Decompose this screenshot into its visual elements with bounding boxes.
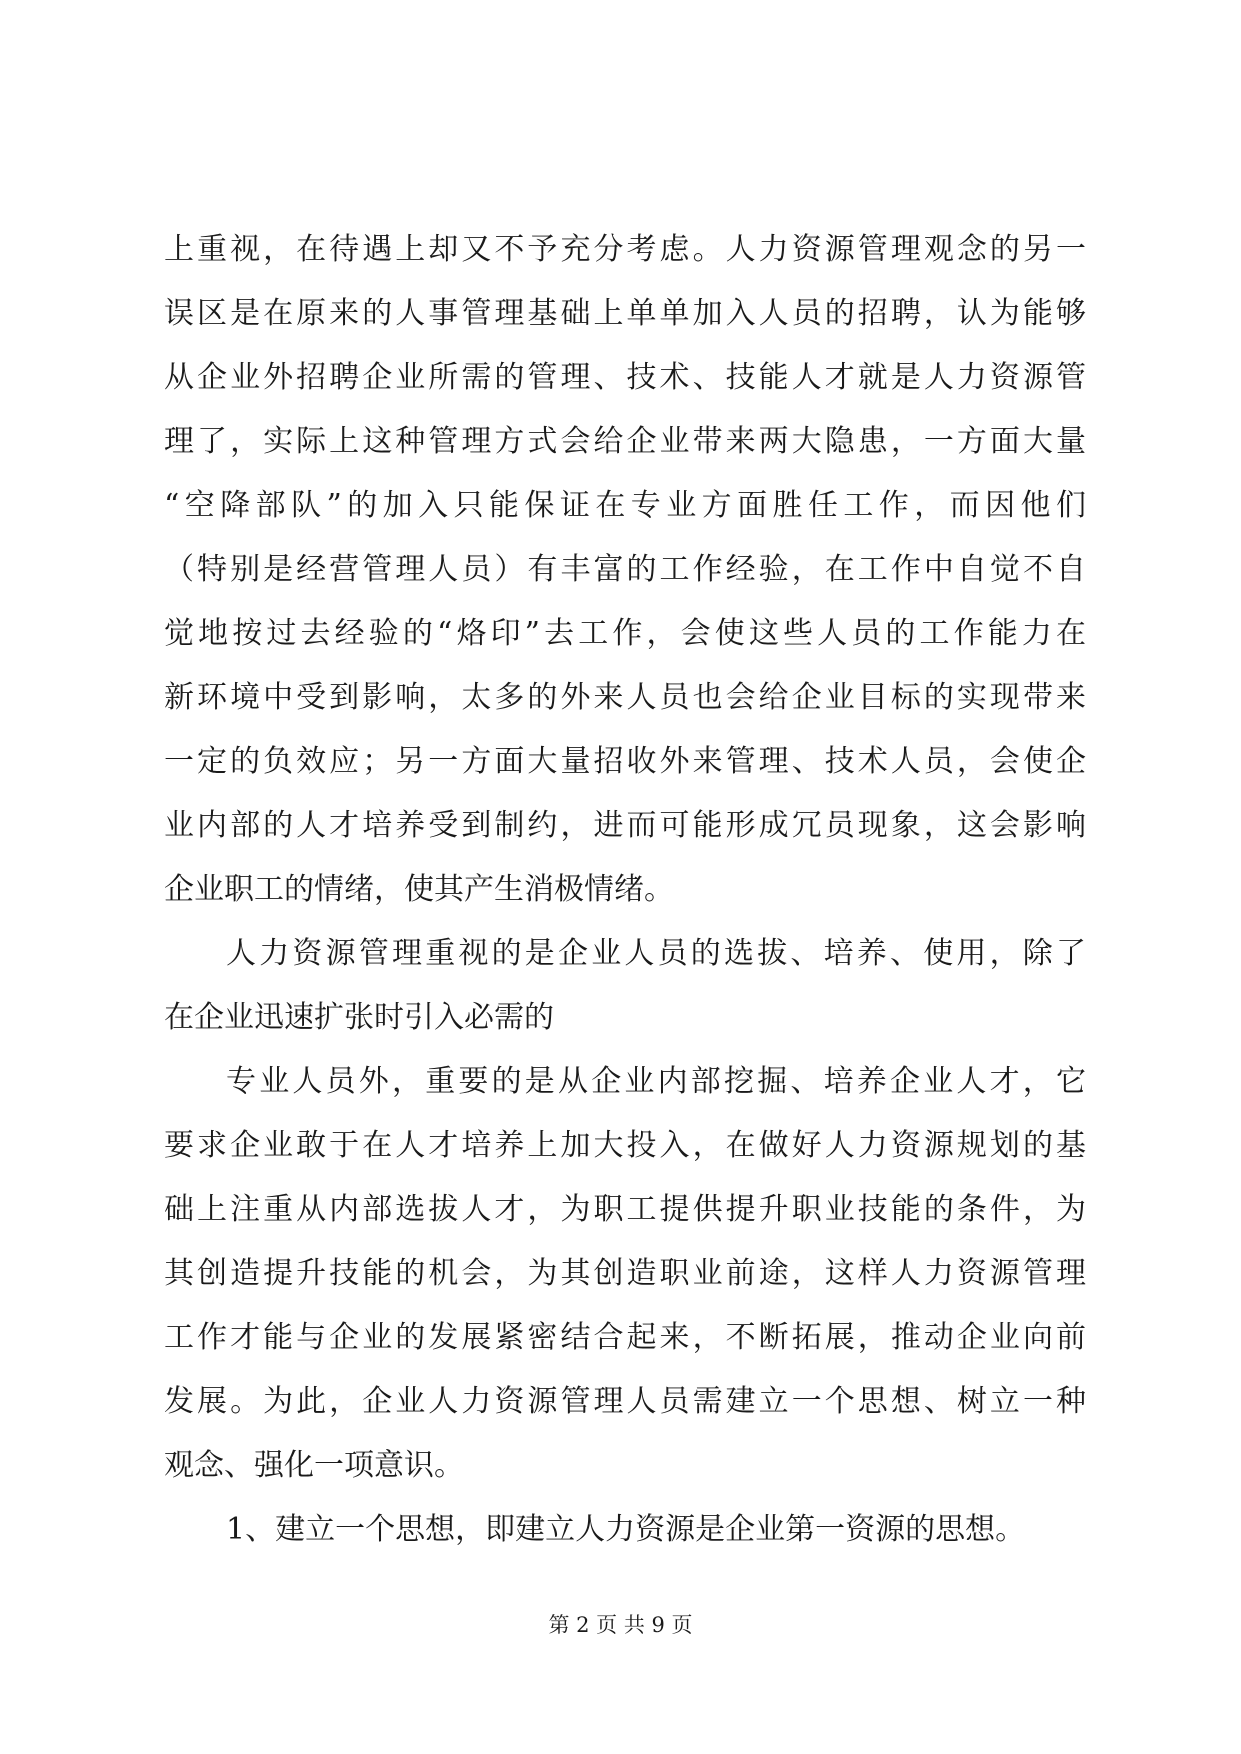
text-line: （特别是经营管理人员）有丰富的工作经验，在工作中自觉不自 [164, 552, 1086, 587]
text-line: 企业职工的情绪，使其产生消极情绪。 [164, 872, 674, 907]
text-line: 新环境中受到影响，太多的外来人员也会给企业目标的实现带来 [164, 680, 1086, 715]
text-line: 理了，实际上这种管理方式会给企业带来两大隐患，一方面大量 [164, 424, 1086, 459]
paragraph-4 [164, 1498, 1086, 1562]
body-text [164, 218, 1086, 1562]
text-line: 观念、强化一项意识。 [164, 1448, 464, 1483]
text-line: 业内部的人才培养受到制约，进而可能形成冗员现象，这会影响 [164, 808, 1086, 843]
text-line: 从企业外招聘企业所需的管理、技术、技能人才就是人力资源管 [164, 360, 1086, 395]
text-line: 其创造提升技能的机会，为其创造职业前途，这样人力资源管理 [164, 1256, 1086, 1291]
text-line: 础上注重从内部选拔人才，为职工提供提升职业技能的条件，为 [164, 1192, 1086, 1227]
text-line: 工作才能与企业的发展紧密结合起来，不断拓展，推动企业向前 [164, 1320, 1086, 1355]
text-line: “空降部队”的加入只能保证在专业方面胜任工作，而因他们 [164, 488, 1086, 523]
text-line: 上重视，在待遇上却又不予充分考虑。人力资源管理观念的另一 [164, 232, 1086, 267]
paragraph-1 [164, 218, 1086, 922]
text-line: 要求企业敢于在人才培养上加大投入，在做好人力资源规划的基 [164, 1128, 1086, 1163]
page-footer [0, 1610, 1241, 1640]
text-line: 误区是在原来的人事管理基础上单单加入人员的招聘，认为能够 [164, 296, 1086, 331]
text-line: 在企业迅速扩张时引入必需的 [164, 1000, 554, 1035]
text-line: 觉地按过去经验的“烙印”去工作，会使这些人员的工作能力在 [164, 616, 1086, 651]
text-line: 1、建立一个思想，即建立人力资源是企业第一资源的思想。 [226, 1512, 1026, 1547]
page-number: 第 2 页 共 9 页 [548, 1613, 693, 1637]
paragraph-2 [164, 922, 1086, 1050]
text-line: 专业人员外，重要的是从企业内部挖掘、培养企业人才，它 [226, 1064, 1086, 1099]
text-line: 人力资源管理重视的是企业人员的选拔、培养、使用，除了 [226, 936, 1086, 971]
text-line: 发展。为此，企业人力资源管理人员需建立一个思想、树立一种 [164, 1384, 1086, 1419]
text-line: 一定的负效应；另一方面大量招收外来管理、技术人员，会使企 [164, 744, 1086, 779]
paragraph-3 [164, 1050, 1086, 1498]
